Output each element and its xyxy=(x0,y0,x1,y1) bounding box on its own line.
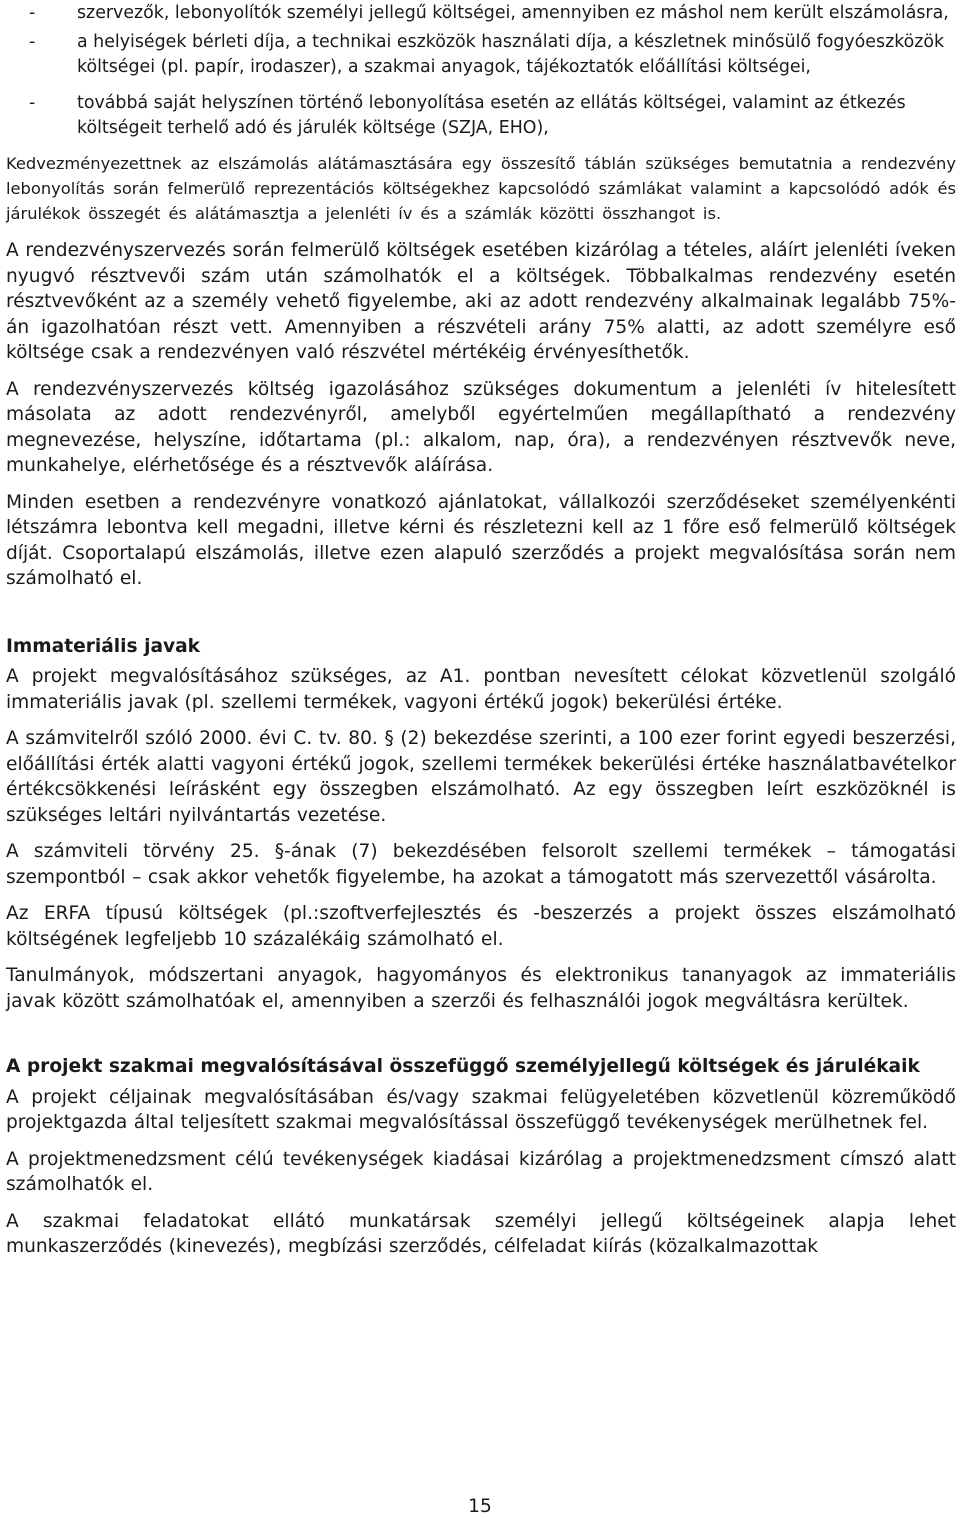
paragraph-szakmai-3: A szakmai feladatokat ellátó munkatársak személyi jellegű költségeinek alapja lehet munkaszerződés (kinevezés), megbízási szerződés, célfeladat kiírás (közalkalmazottak xyxy=(6,1210,956,1257)
list-item-text: továbbá saját helyszínen történő lebonyolítása esetén az ellátás költségei, valamint az étkezés költségeit terhelő adó és járulék költsége (SZJA, EHO), xyxy=(77,93,906,138)
paragraph-immaterialis-3: A számviteli törvény 25. §-ának (7) bekezdésében felsorolt szellemi termékek – támogatási szempontból – csak akkor vehetők figyelembe, ha azokat a támogatott más szervezettől vásárolta. xyxy=(6,841,956,888)
page-number: 15 xyxy=(468,1496,492,1517)
section-heading-szakmai: A projekt szakmai megvalósításával összefüggő személyjellegű költségek és járulékaik xyxy=(6,1056,920,1077)
paragraph-rendezvenyszervezes-2: A rendezvényszervezés költség igazolásához szükséges dokumentum a jelenléti ív hitelesített másolata az adott rendezvényről, amelyből egyértelműen megállapítható a rendezvény megnevezése, helyszíne, időtartama (pl.: alkalom, nap, óra), a rendezvényen résztvevők neve, munkahelye, elérhetősége és a résztvevők aláírása. xyxy=(6,378,956,476)
bullet-dash: - xyxy=(29,93,36,113)
paragraph-immaterialis-5: Tanulmányok, módszertani anyagok, hagyományos és elektronikus tananyagok az immateriális javak között számolhatóak el, amennyiben a szerzői és felhasználói jogok megváltásra kerültek. xyxy=(6,965,956,1012)
bullet-dash: - xyxy=(29,3,36,23)
list-item xyxy=(6,30,956,80)
paragraph-immaterialis-2: A számvitelről szóló 2000. évi C. tv. 80. § (2) bekezdése szerinti, a 100 ezer forint egyedi beszerzési, előállítási érték alatti vagyoni értékű jogok, szellemi termékek bekerülési értéke használatbavételkor értékcsökkenési leírásként egy összegben elszámolható. Az egy összegben leírt eszközöknél is szükséges leltári nyilvántartás vezetése. xyxy=(6,728,956,826)
paragraph-minden-esetben: Minden esetben a rendezvényre vonatkozó ajánlatokat, vállalkozói szerződéseket személyenkénti létszámra lebontva kell megadni, illetve kérni és részletezni kell az 1 főre eső felmerülő költségek díját. Csoportalapú elszámolás, illetve ezen alapuló szerződés a projekt megvalósítása során nem számolható el. xyxy=(6,491,956,589)
paragraph-rendezvenyszervezes-1: A rendezvényszervezés során felmerülő költségek esetében kizárólag a tételes, aláírt jelenléti íveken nyugvó résztvevői szám után számolhatók el a költségek. Többalkalmas rendezvény esetén résztvevőként az a személy vehető figyelembe, aki az adott rendezvény alkalmainak legalább 75%-án igazolhatóan részt vett. Amennyiben a részvételi arány 75% alatti, az adott személyre eső költsége csak a rendezvényen való részvétel mértékéig érvényesíthetők. xyxy=(6,240,956,363)
document-page xyxy=(6,0,956,1260)
cost-bullet-list xyxy=(6,1,956,141)
list-item xyxy=(6,1,956,26)
list-item xyxy=(6,91,956,141)
section-heading-immaterialis: Immateriális javak xyxy=(6,635,201,657)
list-item-text: a helyiségek bérleti díja, a technikai eszközök használati díja, a készletnek minősülő fogyóeszközök költségei (pl. papír, irodaszer), a szakmai anyagok, tájékoztatók előállítási költségei, xyxy=(77,32,945,77)
paragraph-immaterialis-1: A projekt megvalósításához szükséges, az A1. pontban nevesített célokat közvetlenül szolgáló immateriális javak (pl. szellemi termékek, vagyoni értékű jogok) bekerülési értéke. xyxy=(6,666,956,713)
bullet-dash: - xyxy=(29,32,36,52)
paragraph-szakmai-2: A projektmenedzsment célú tevékenységek kiadásai kizárólag a projektmenedzsment címszó alatt számolhatók el. xyxy=(6,1148,956,1195)
paragraph-szakmai-1: A projekt céljainak megvalósításában és/vagy szakmai felügyeletében közvetlenül közreműködő projektgazda által teljesített szakmai megvalósítással összefüggő tevékenységek merülhetnek fel. xyxy=(6,1086,956,1133)
paragraph-immaterialis-4: Az ERFA típusú költségek (pl.:szoftverfejlesztés és -beszerzés a projekt összes elszámolható költségének legfeljebb 10 százalékáig számolható el. xyxy=(6,903,956,950)
paragraph-kedvezmenyezett: Kedvezményezettnek az elszámolás alátámasztására egy összesítő táblán szükséges bemutatnia a rendezvény lebonyolítás során felmerülő reprezentációs költségekhez kapcsolódó számlákat valamint a kapcsolódó adók és járulékok összegét és alátámasztja a jelenléti ív és a számlák közötti összhangot is. xyxy=(6,154,956,223)
list-item-text: szervezők, lebonyolítók személyi jellegű költségei, amennyiben ez máshol nem került elszámolásra, xyxy=(77,3,949,23)
